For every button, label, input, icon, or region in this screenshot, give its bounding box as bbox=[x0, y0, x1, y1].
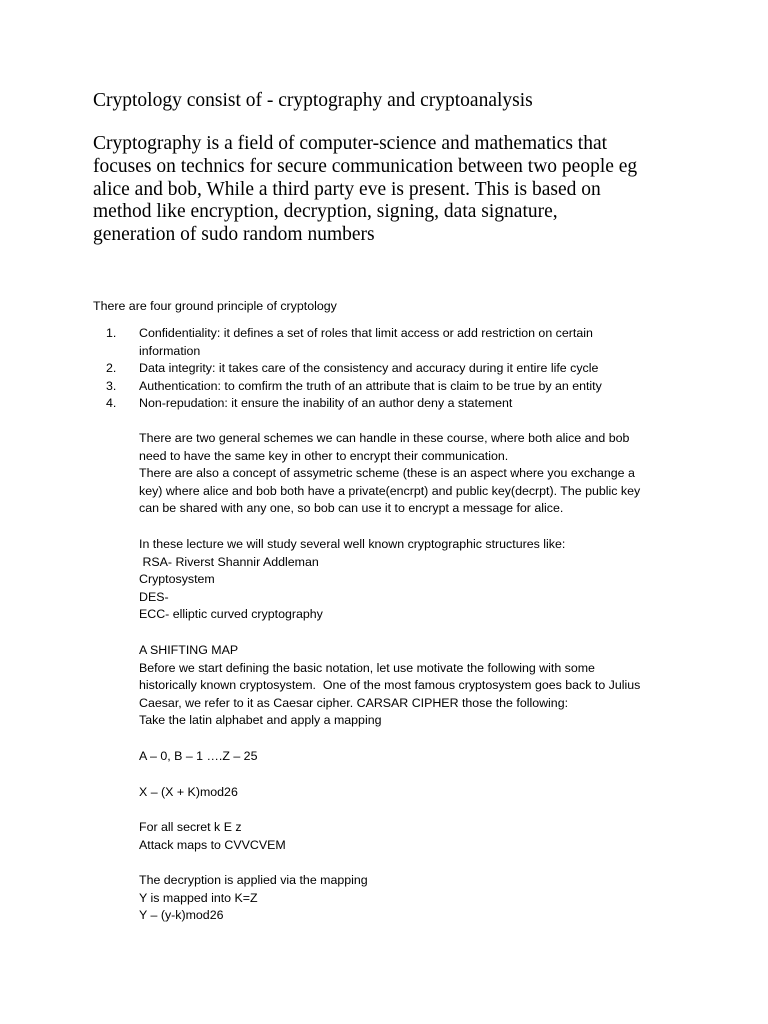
principle-text bbox=[139, 325, 593, 360]
principle-text bbox=[139, 378, 602, 396]
structures-line: DES- bbox=[139, 589, 169, 604]
document-title: Cryptology consist of - cryptography and cryptoanalysis bbox=[93, 90, 533, 111]
schemes-line: There are two general schemes we can handle in these course, where both alice and bob bbox=[139, 431, 630, 445]
shifting-line: Before we start defining the basic notation, let use motivate the following with some bbox=[139, 660, 595, 675]
intro-line: method like encryption, decryption, signing, data signature, bbox=[93, 201, 558, 223]
structures-line: ECC- elliptic curved cryptography bbox=[139, 607, 323, 622]
schemes-paragraph bbox=[139, 430, 640, 518]
principle-number: 4. bbox=[106, 396, 117, 411]
shifting-map-section bbox=[139, 642, 640, 730]
structures-line: RSA- Riverst Shannir Addleman bbox=[139, 554, 319, 569]
principles-list bbox=[106, 325, 666, 413]
schemes-line: key) where alice and bob both have a private(encrpt) and public key(decrpt). The public key bbox=[139, 483, 641, 498]
principle-line: Data integrity: it takes care of the consistency and accuracy during it entire life cycle bbox=[139, 361, 599, 376]
schemes-line: can be shared with any one, so bob can use it to encrypt a message for alice. bbox=[139, 501, 564, 516]
principle-number: 1. bbox=[106, 326, 117, 340]
principle-line: Non-repudation: it ensure the inability of an author deny a statement bbox=[139, 396, 513, 411]
decryption-line: Y – (y-k)mod26 bbox=[139, 908, 224, 923]
principle-text bbox=[139, 395, 512, 413]
decryption-line: The decryption is applied via the mapping bbox=[139, 873, 368, 887]
schemes-line: There are also a concept of assymetric scheme (these is an aspect where you exchange a bbox=[139, 466, 635, 481]
secret-line: Attack maps to CVVCVEM bbox=[139, 837, 286, 852]
intro-line: focuses on technics for secure communication between two people eg bbox=[93, 155, 638, 177]
shifting-line: Take the latin alphabet and apply a mapping bbox=[139, 713, 382, 728]
intro-line: Cryptography is a field of computer-science and mathematics that bbox=[93, 133, 608, 154]
decryption-line: Y is mapped into K=Z bbox=[139, 890, 258, 905]
shifting-heading: A SHIFTING MAP bbox=[139, 643, 239, 657]
secret-line: For all secret k E z bbox=[139, 820, 242, 834]
intro-line: alice and bob, While a third party eve is present. This is based on bbox=[93, 178, 601, 200]
principle-line: information bbox=[139, 343, 201, 358]
principle-item bbox=[106, 325, 666, 360]
principle-item bbox=[106, 378, 666, 396]
principle-number: 2. bbox=[106, 361, 117, 376]
structures-line: In these lecture we will study several well known cryptographic structures like: bbox=[139, 537, 566, 551]
shifting-line: historically known cryptosystem. One of the most famous cryptosystem goes back to Julius bbox=[139, 678, 641, 693]
structures-paragraph bbox=[139, 536, 565, 624]
decryption-paragraph bbox=[139, 872, 368, 925]
intro-paragraph bbox=[93, 133, 637, 247]
principle-item bbox=[106, 395, 666, 413]
structures-line: Cryptosystem bbox=[139, 572, 215, 587]
schemes-line: need to have the same key in other to encrypt their communication. bbox=[139, 448, 509, 463]
secret-paragraph bbox=[139, 819, 286, 854]
formula-line: X – (X + K)mod26 bbox=[139, 785, 238, 799]
principle-line: Authentication: to comfirm the truth of an attribute that is claim to be true by an entity bbox=[139, 378, 602, 393]
principle-item bbox=[106, 360, 666, 378]
principle-number: 3. bbox=[106, 378, 117, 393]
principles-heading: There are four ground principle of cryptology bbox=[93, 299, 337, 313]
shifting-line: Caesar, we refer to it as Caesar cipher. CARSAR CIPHER those the following: bbox=[139, 695, 569, 710]
intro-line: generation of sudo random numbers bbox=[93, 224, 375, 246]
mapping-line: A – 0, B – 1 ….Z – 25 bbox=[139, 749, 258, 763]
principle-line: Confidentiality: it defines a set of roles that limit access or add restriction on certain bbox=[139, 326, 593, 340]
principle-text bbox=[139, 360, 598, 378]
